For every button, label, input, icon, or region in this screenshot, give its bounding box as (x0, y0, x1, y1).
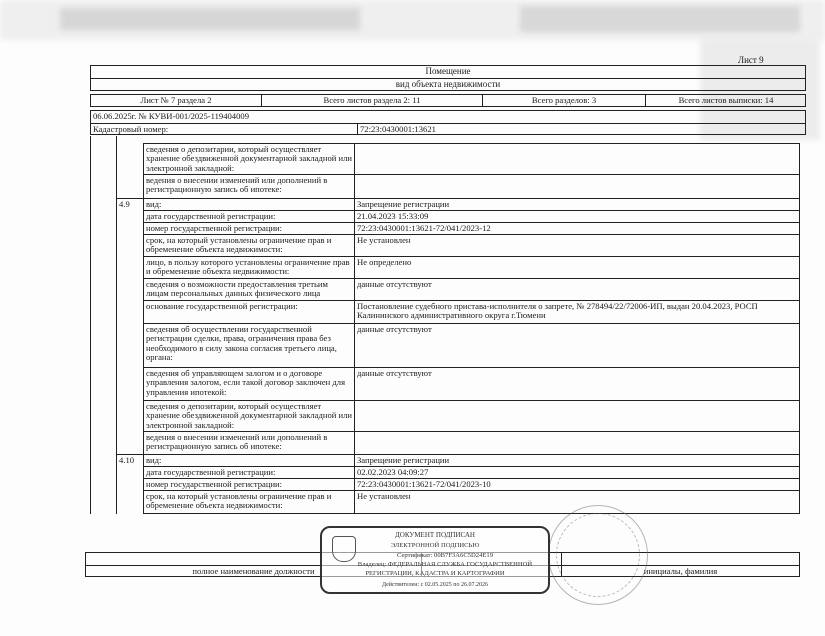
stamp-line: Сертификат: 00B7F3A6C5D24E19 (396, 552, 494, 559)
row-label: срок, на который установлены ограничение прав и обременение объекта недвижимости: (146, 491, 332, 511)
table-border-left (90, 136, 91, 514)
row-label: дата государственной регистрации: (146, 467, 276, 477)
position-label: полное наименование должности (192, 566, 315, 576)
row-label: сведения о депозитарии, который осуществляет хранение обездвиженной документарной закладной или электронной закладной: (146, 401, 352, 430)
total-sheets: Всего листов выписки: 14 (678, 95, 774, 105)
electronic-signature-stamp (320, 526, 550, 594)
row-label: срок, на который установлены ограничение прав и обременение объекта недвижимости: (146, 235, 332, 255)
row-value: Не определено (357, 257, 412, 267)
row-value: данные отсутствуют (357, 368, 432, 378)
row-label: вид: (146, 455, 162, 465)
stamp-line: РЕГИСТРАЦИИ, КАДАСТРА И КАРТОГРАФИИ (365, 570, 505, 577)
seal-inner-circle (556, 513, 640, 597)
row-label: номер государственной регистрации: (146, 479, 283, 489)
sheet-info-row (90, 94, 806, 107)
object-subtitle: вид объекта недвижимости (395, 79, 501, 89)
stamp-line: ДОКУМЕНТ ПОДПИСАН (395, 531, 475, 539)
row-label: сведения о депозитарии, который осуществляет хранение обездвиженной документарной закладной или электронной закладной: (146, 144, 352, 173)
row-label: дата государственной регистрации: (146, 211, 276, 221)
row-value: 21.04.2023 15:33:09 (357, 211, 429, 221)
name-label: инициалы, фамилия (643, 566, 718, 576)
cadastral-value: 72:23:0430001:13621 (360, 124, 436, 134)
cadastral-label: Кадастровый номер: (93, 124, 169, 134)
row-label: вид: (146, 199, 162, 209)
sheet-of-section: Лист № 7 раздела 2 (140, 95, 212, 105)
row-label: номер государственной регистрации: (146, 223, 283, 233)
document-id-box (90, 110, 806, 135)
row-line (143, 513, 800, 514)
row-label: лицо, в пользу которого установлены ограничение прав и обременение объекта недвижимости: (146, 257, 350, 277)
row-label: сведения об осуществлении государственной регистрации сделки, права, ограничения права без необходимого в силу закона согласия третьего лица, органа: (146, 324, 337, 363)
row-value: данные отсутствуют (357, 279, 432, 289)
row-label: сведения о возможности предоставления третьим лицам персональных данных физического лица (146, 279, 328, 299)
sheet-number: Лист 9 (738, 55, 764, 65)
scan-noise-top-right (520, 6, 800, 32)
row-value: Запрещение регистрации (357, 199, 450, 209)
row-value: Не установлен (357, 235, 411, 245)
stamp-line: Владелец: ФЕДЕРАЛЬНАЯ СЛУЖБА ГОСУДАРСТВЕННОЙ (357, 561, 533, 568)
row-value: 72:23:0430001:13621-72/041/2023-12 (357, 223, 491, 233)
row-value: 02.02.2023 04:09:27 (357, 467, 429, 477)
stamp-line: Действителен: с 02.05.2025 по 26.07.2026 (381, 582, 489, 588)
object-title: Помещение (425, 66, 471, 76)
total-sheets-section: Всего листов раздела 2: 11 (323, 95, 421, 105)
entry-number: 4.9 (119, 199, 130, 209)
document-date-number: 06.06.2025г. № КУВИ-001/2025-119404009 (93, 111, 249, 121)
object-title-box (90, 65, 806, 91)
entry-number: 4.10 (119, 455, 135, 465)
stamp-line: ЭЛЕКТРОННОЙ ПОДПИСЬЮ (390, 542, 480, 549)
total-sections: Всего разделов: 3 (531, 95, 597, 105)
row-value: 72:23:0430001:13621-72/041/2023-10 (357, 479, 491, 489)
row-label: основание государственной регистрации: (146, 301, 298, 311)
row-label: сведения об управляющем залогом и о договоре управления залогом, если такой договор заключен для управления ипотекой: (146, 368, 346, 397)
row-value: Постановление судебного пристава-исполнителя о запрете, № 278494/22/72006-ИП, выдан 20.04.2023, РОСП Калининского административного округа г.Тюмени (357, 301, 758, 321)
scan-noise-top-left (60, 8, 360, 30)
row-value: данные отсутствуют (357, 324, 432, 334)
row-label: ведения о внесении изменений или дополнений в регистрационную запись об ипотеке: (146, 175, 328, 195)
row-value: Запрещение регистрации (357, 455, 450, 465)
row-value: Не установлен (357, 491, 411, 501)
row-label: ведения о внесении изменений или дополнений в регистрационную запись об ипотеке: (146, 432, 328, 452)
